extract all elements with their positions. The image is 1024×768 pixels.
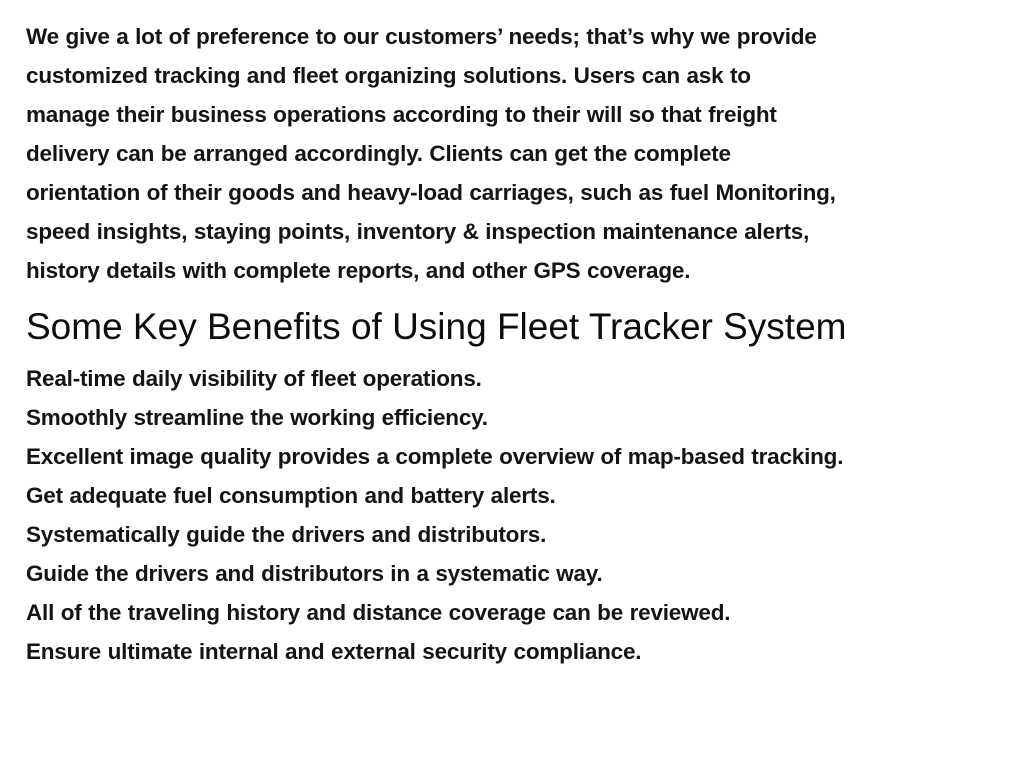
benefits-heading: Some Key Benefits of Using Fleet Tracker System <box>26 306 847 347</box>
benefit-item: All of the traveling history and distance coverage can be reviewed. <box>26 600 731 625</box>
benefit-item: Get adequate fuel consumption and battery alerts. <box>26 483 556 508</box>
intro-line: speed insights, staying points, inventory & inspection maintenance alerts, <box>26 219 810 244</box>
intro-line: history details with complete reports, and other GPS coverage. <box>26 258 691 283</box>
intro-line: manage their business operations according to their will so that freight <box>26 102 777 127</box>
intro-line: orientation of their goods and heavy-load carriages, such as fuel Monitoring, <box>26 180 836 205</box>
benefit-item: Ensure ultimate internal and external security compliance. <box>26 639 642 664</box>
benefits-list <box>26 359 1016 671</box>
benefit-item: Guide the drivers and distributors in a systematic way. <box>26 561 603 586</box>
benefit-item: Real-time daily visibility of fleet operations. <box>26 366 482 391</box>
benefit-item: Smoothly streamline the working efficiency. <box>26 405 488 430</box>
article-content <box>26 17 1016 671</box>
benefit-item: Systematically guide the drivers and distributors. <box>26 522 547 547</box>
intro-line: delivery can be arranged accordingly. Clients can get the complete <box>26 141 731 166</box>
intro-line: We give a lot of preference to our customers’ needs; that’s why we provide <box>26 24 817 49</box>
intro-line: customized tracking and fleet organizing solutions. Users can ask to <box>26 63 751 88</box>
intro-paragraph <box>26 17 1016 290</box>
benefit-item: Excellent image quality provides a complete overview of map-based tracking. <box>26 444 844 469</box>
